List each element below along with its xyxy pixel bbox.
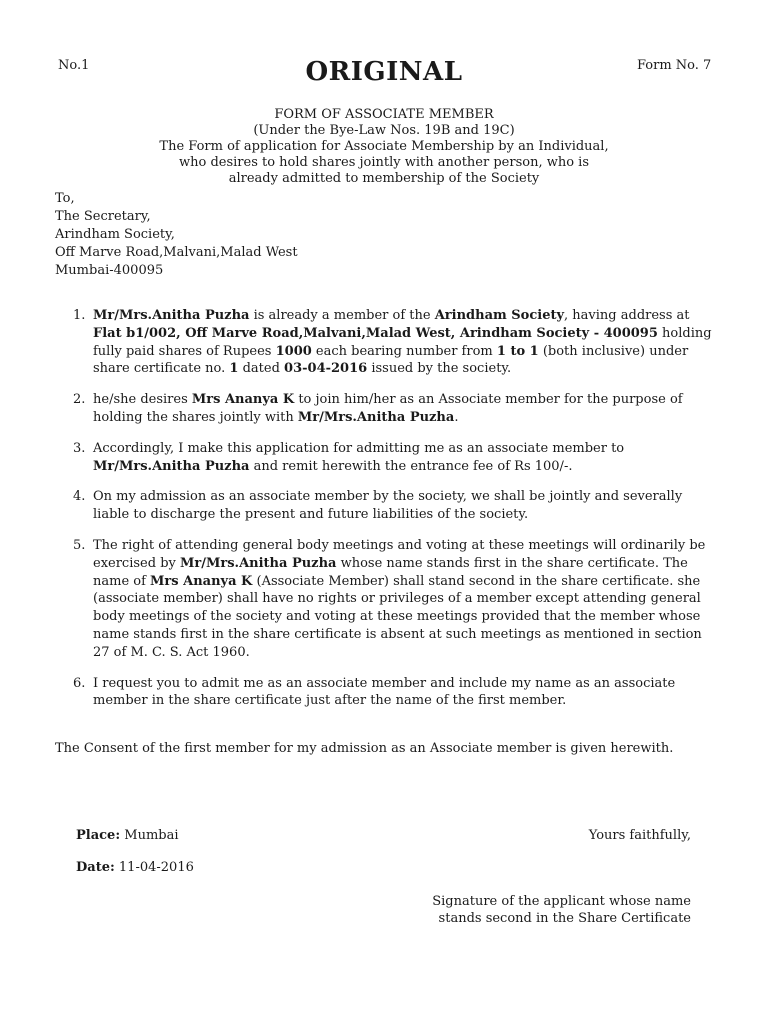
clause-text: is already a member of the	[249, 308, 435, 323]
heading-line: already admitted to membership of the Society	[228, 171, 540, 186]
member-name: Mr/Mrs.Anitha Puzha	[93, 308, 250, 323]
recipient-address	[55, 190, 298, 280]
clause-text: , having address at	[564, 308, 690, 323]
heading-line: (Under the Bye-Law Nos. 19B and 19C)	[253, 123, 515, 138]
clause-text: each bearing number from	[311, 343, 497, 359]
clause-text: The right of attending general body meetings and voting at these meetings will ordinarily be exercised by	[93, 537, 706, 571]
clause-text: I request you to admit me as an associate member and include my name as an associate member in the share certificate just after the name of the first member.	[93, 675, 676, 709]
address-line: To,	[55, 191, 75, 206]
signature-caption	[432, 893, 691, 927]
place-label: Place:	[76, 828, 121, 843]
clause-5	[73, 537, 715, 662]
associate-name: Mrs Ananya K	[191, 392, 295, 408]
society-name: Arindham Society	[434, 308, 565, 323]
clause-text: and remit herewith the entrance fee of Rs 100/-.	[249, 458, 573, 474]
clause-number: 1.	[73, 308, 86, 323]
date-field	[76, 860, 194, 875]
document-title: ORIGINAL	[305, 57, 463, 87]
heading-line: The Form of application for Associate Membership by an Individual,	[159, 139, 609, 154]
serial-number: No.1	[58, 58, 90, 73]
form-heading	[0, 107, 768, 187]
clause-6	[73, 675, 715, 711]
clause-1	[73, 307, 715, 378]
heading-line: FORM OF ASSOCIATE MEMBER	[274, 107, 494, 122]
address-line: The Secretary,	[55, 209, 151, 224]
clause-text: (Associate Member) shall stand second in the share certificate. she (associate member) shall have no rights or privileges of a member except attending general body meetings of the society and voting at these meetings provided that the member whose name stands first in the share certificate is absent at such meetings as mentioned in section 27 of M. C. S. Act 1960.	[93, 573, 702, 660]
share-range: 1 to 1	[496, 343, 539, 359]
clause-4	[73, 488, 715, 524]
clause-number: 3.	[73, 440, 86, 456]
date-label: Date:	[76, 860, 115, 875]
associate-name: Mrs Ananya K	[150, 573, 253, 589]
clause-text: he/she desires	[93, 392, 192, 408]
consent-statement: The Consent of the first member for my admission as an Associate member is given herewith.	[55, 741, 674, 756]
clause-list	[55, 307, 715, 723]
member-name: Mr/Mrs.Anitha Puzha	[93, 458, 250, 474]
clause-text: issued by the society.	[367, 361, 512, 377]
clause-text: to join him/her as an Associate member for the purpose of holding the shares jointly with	[93, 392, 683, 425]
clause-text: .	[454, 409, 459, 425]
member-address: Flat b1/002, Off Marve Road,Malvani,Malad West, Arindham Society - 400095	[93, 325, 658, 341]
clause-text: holding fully paid shares of Rupees	[93, 325, 712, 359]
address-line: Off Marve Road,Malvani,Malad West	[55, 245, 298, 260]
certificate-date: 03-04-2016	[284, 361, 368, 377]
clause-number: 6.	[73, 675, 86, 691]
clause-number: 2.	[73, 392, 86, 408]
closing-salutation: Yours faithfully,	[588, 828, 691, 843]
date-value: 11-04-2016	[114, 860, 194, 875]
clause-number: 5.	[73, 537, 86, 553]
clause-text: Accordingly, I make this application for admitting me as an associate member to	[93, 440, 625, 456]
certificate-number: 1	[229, 361, 239, 377]
form-number: Form No. 7	[637, 58, 712, 73]
place-field	[76, 828, 179, 843]
place-value: Mumbai	[120, 828, 179, 843]
clause-text: whose name stands first in the share certificate. The name of	[93, 555, 688, 589]
clause-text: dated	[238, 361, 285, 377]
heading-line: who desires to hold shares jointly with another person, who is	[178, 155, 589, 170]
member-name: Mr/Mrs.Anitha Puzha	[297, 409, 455, 425]
member-name: Mr/Mrs.Anitha Puzha	[180, 555, 337, 571]
address-line: Arindham Society,	[55, 227, 175, 242]
clause-text: On my admission as an associate member by the society, we shall be jointly and severally liable to discharge the present and future liabilities of the society.	[93, 489, 683, 523]
signature-line: Signature of the applicant whose name	[432, 894, 691, 909]
clause-2	[73, 391, 715, 427]
clause-3	[73, 440, 715, 476]
clause-text: (both inclusive) under share certificate no.	[93, 343, 689, 377]
address-line: Mumbai-400095	[55, 263, 164, 278]
clause-number: 4.	[73, 489, 86, 505]
signature-line: stands second in the Share Certificate	[438, 911, 691, 926]
share-value: 1000	[275, 343, 312, 359]
